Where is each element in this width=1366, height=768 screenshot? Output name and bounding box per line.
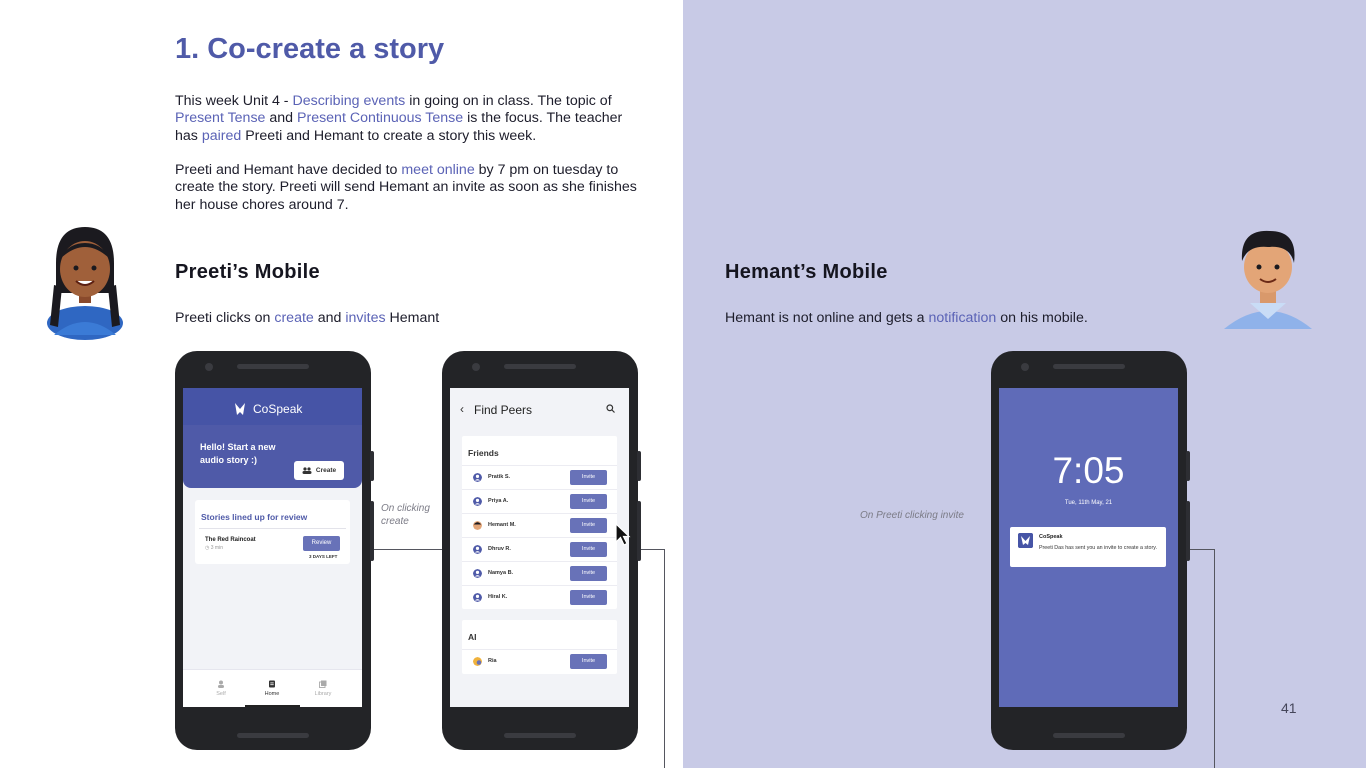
nav-home[interactable]: Home	[252, 680, 292, 697]
ria-avatar-icon	[473, 657, 482, 666]
user-avatar-icon	[473, 497, 482, 506]
invite-button[interactable]: Invite	[570, 590, 607, 605]
user-avatar-icon	[473, 593, 482, 602]
friend-row: Hiral K. Invite	[462, 585, 617, 609]
hemant-description: Hemant is not online and gets a notification on his mobile.	[725, 310, 1088, 326]
greeting-text: Hello! Start a new audio story :)	[200, 442, 276, 465]
hemant-avatar-icon	[473, 521, 482, 530]
user-avatar-icon	[473, 545, 482, 554]
preeti-avatar	[42, 223, 128, 341]
ai-list	[462, 620, 617, 674]
review-button[interactable]: Review	[303, 536, 340, 551]
story-title: The Red Raincoat	[205, 537, 256, 543]
friend-row: Namya B. Invite	[462, 561, 617, 585]
days-left-label: 3 DAYS LEFT	[309, 554, 338, 559]
note-on-preeti-clicking-invite: On Preeti clicking invite	[860, 510, 964, 521]
invite-notification[interactable]: CoSpeak Preeti Das has sent you an invite to create a story.	[1010, 527, 1166, 567]
library-icon	[319, 680, 327, 688]
user-avatar-icon	[473, 473, 482, 482]
invite-button[interactable]: Invite	[570, 518, 607, 533]
friend-row: Dhruv R. Invite	[462, 537, 617, 561]
intro-paragraph: This week Unit 4 - Describing events in going on in class. The topic of Present Tense and Present Continuous Tense is the focus. The teacher has paired Preeti and Hemant to create a story this week.	[175, 93, 623, 144]
invite-button[interactable]: Invite	[570, 566, 607, 581]
find-peers-title: Find Peers	[474, 403, 533, 417]
people-icon	[302, 467, 312, 474]
book-icon	[268, 680, 276, 688]
phone-hemant-lock	[991, 351, 1187, 750]
friend-row: Priya A. Invite	[462, 489, 617, 513]
friends-list	[462, 436, 617, 609]
connector-line	[1187, 549, 1214, 550]
phone-preeti-find-peers	[442, 351, 638, 750]
search-icon[interactable]	[606, 404, 615, 413]
user-avatar-icon	[473, 569, 482, 578]
friends-heading: Friends	[468, 448, 499, 458]
slide-title: 1. Co-create a story	[175, 33, 445, 65]
create-button[interactable]: Create	[294, 461, 344, 480]
app-brand	[233, 401, 302, 417]
note-on-clicking-create: On clicking create	[381, 503, 430, 527]
preeti-heading: Preeti’s Mobile	[175, 261, 320, 283]
ai-heading: AI	[468, 632, 477, 642]
friend-row: Hemant M. Invite	[462, 513, 617, 537]
page-number: 41	[1281, 700, 1297, 716]
lock-screen	[999, 388, 1178, 707]
hemant-avatar	[1220, 223, 1316, 333]
cospeak-logo-icon	[233, 401, 247, 417]
invite-button[interactable]: Invite	[570, 470, 607, 485]
hemant-heading: Hemant’s Mobile	[725, 261, 888, 283]
mouse-cursor-icon	[615, 523, 631, 547]
cospeak-logo-icon	[1018, 533, 1033, 548]
bottom-nav	[183, 669, 362, 707]
nav-self[interactable]: Self	[201, 680, 241, 697]
story-duration: ◷ 3 min	[205, 545, 223, 551]
arrow-connector	[371, 549, 443, 550]
connector-line	[1214, 549, 1215, 768]
home-screen	[183, 388, 362, 707]
invite-button[interactable]: Invite	[570, 654, 607, 669]
find-peers-screen	[450, 388, 629, 707]
lock-date: Tue, 11th May, 21	[1064, 500, 1113, 506]
ai-row: Ria Invite	[462, 649, 617, 673]
connector-line	[664, 549, 665, 768]
person-icon	[217, 680, 225, 688]
back-arrow-icon[interactable]: ‹	[460, 402, 464, 416]
phone-preeti-home	[175, 351, 371, 750]
plan-paragraph: Preeti and Hemant have decided to meet online by 7 pm on tuesday to create the story. Preeti will send Hemant an invite as soon as she finishes her house chores around 7.	[175, 162, 637, 213]
nav-library[interactable]: Library	[303, 680, 343, 697]
review-card: Stories lined up for review The Red Raincoat ◷ 3 min Review 3 DAYS LEFT	[195, 500, 350, 564]
invite-button[interactable]: Invite	[570, 542, 607, 557]
friend-row: Pratik S. Invite	[462, 465, 617, 489]
preeti-description: Preeti clicks on create and invites Hemant	[175, 310, 440, 326]
invite-button[interactable]: Invite	[570, 494, 607, 509]
app-name: CoSpeak	[253, 402, 303, 416]
connector-line	[638, 549, 664, 550]
lock-time: 7:05	[1052, 450, 1125, 491]
